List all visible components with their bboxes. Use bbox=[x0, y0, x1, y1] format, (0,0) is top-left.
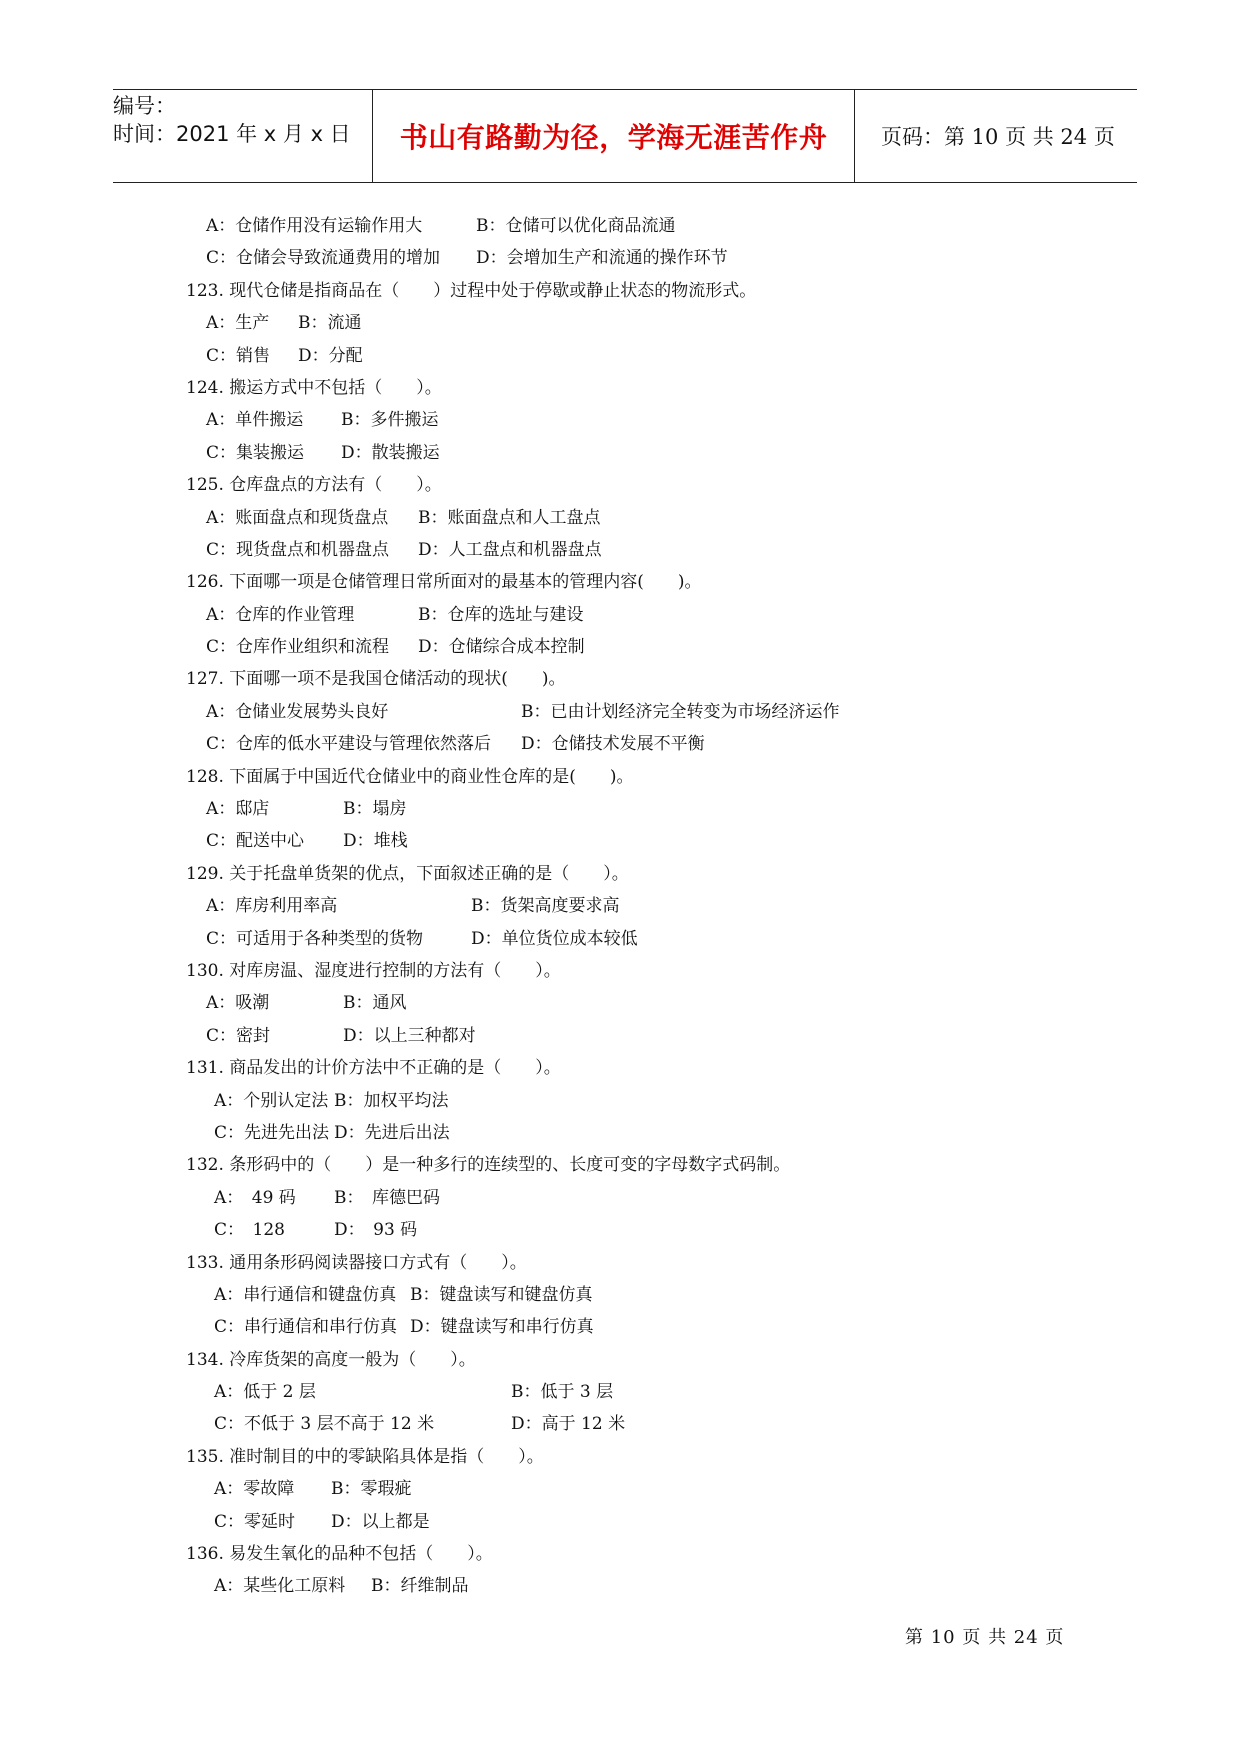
option-left: C：销售 bbox=[206, 345, 271, 366]
question-stem: 126. 下面哪一项是仓储管理日常所面对的最基本的管理内容( )。 bbox=[186, 572, 702, 593]
question-stem: 123. 现代仓储是指商品在（ ）过程中处于停歇或静止状态的物流形式。 bbox=[186, 280, 757, 301]
option-right: B：仓储可以优化商品流通 bbox=[476, 216, 676, 236]
option-row bbox=[186, 1311, 1066, 1343]
question-stem: 133. 通用条形码阅读器接口方式有（ ）。 bbox=[186, 1252, 527, 1273]
question-stem: 130. 对库房温、湿度进行控制的方法有（ ）。 bbox=[186, 960, 561, 981]
option-row bbox=[186, 1085, 1066, 1117]
option-row bbox=[186, 1020, 1066, 1052]
option-right: B：仓库的选址与建设 bbox=[418, 604, 584, 625]
option-row bbox=[186, 404, 1066, 436]
option-left: A：某些化工原料 bbox=[214, 1576, 346, 1597]
question-stem: 135. 准时制目的中的零缺陷具体是指（ ）。 bbox=[186, 1446, 544, 1467]
option-left: C：集装搬运 bbox=[206, 442, 305, 463]
option-right: B：零瑕疵 bbox=[331, 1479, 412, 1500]
option-right: B： 库德巴码 bbox=[334, 1187, 440, 1208]
question-stem: 134. 冷库货架的高度一般为（ ）。 bbox=[186, 1349, 476, 1370]
option-row bbox=[186, 1214, 1066, 1246]
option-row bbox=[186, 1182, 1066, 1214]
option-row bbox=[186, 1506, 1066, 1538]
option-right: B：塌房 bbox=[343, 799, 407, 820]
question-stem: 125. 仓库盘点的方法有（ ）。 bbox=[186, 475, 442, 496]
option-right: D：单位货位成本较低 bbox=[471, 928, 638, 949]
option-left: A： 49 码 bbox=[214, 1187, 296, 1208]
option-left: A：生产 bbox=[206, 313, 270, 334]
question-stem: 136. 易发生氧化的品种不包括（ ）。 bbox=[186, 1544, 493, 1565]
option-left: C：现货盘点和机器盘点 bbox=[206, 539, 390, 560]
option-row bbox=[186, 1570, 1066, 1602]
option-right: D：仓储技术发展不平衡 bbox=[521, 734, 705, 755]
option-left: A：邸店 bbox=[206, 799, 270, 820]
question-stem: 129. 关于托盘单货架的优点，下面叙述正确的是（ ）。 bbox=[186, 863, 629, 884]
option-left: A：单件搬运 bbox=[206, 410, 304, 431]
option-right: D：以上都是 bbox=[331, 1511, 430, 1532]
option-row bbox=[186, 599, 1066, 631]
option-left: C：串行通信和串行仿真 bbox=[214, 1317, 398, 1338]
option-left: A：吸潮 bbox=[206, 993, 270, 1014]
option-left: A：库房利用率高 bbox=[206, 896, 338, 917]
option-left: A：仓库的作业管理 bbox=[206, 604, 355, 625]
option-right: D：先进后出法 bbox=[334, 1122, 450, 1143]
option-right: D：仓储综合成本控制 bbox=[418, 637, 585, 658]
option-right: B：通风 bbox=[343, 993, 407, 1014]
option-left: C： 128 bbox=[214, 1220, 285, 1241]
option-row bbox=[186, 307, 1066, 339]
question-list bbox=[186, 210, 1066, 1603]
option-left: A：个别认定法 bbox=[214, 1090, 329, 1111]
option-right: D：人工盘点和机器盘点 bbox=[418, 539, 602, 560]
option-left: C：可适用于各种类型的货物 bbox=[206, 928, 424, 949]
option-left: A：串行通信和键盘仿真 bbox=[214, 1284, 397, 1305]
option-left: C：密封 bbox=[206, 1025, 271, 1046]
option-right: D：高于 12 米 bbox=[511, 1414, 626, 1435]
header-meta bbox=[113, 90, 373, 182]
header-page-number: 页码：第 10 页 共 24 页 bbox=[881, 125, 1115, 149]
option-left: C：仓库的低水平建设与管理依然落后 bbox=[206, 734, 492, 755]
option-right: D：堆栈 bbox=[343, 831, 408, 852]
option-row bbox=[186, 1408, 1066, 1440]
question-stem: 132. 条形码中的（ ）是一种多行的连续型的、长度可变的字母数字式码制。 bbox=[186, 1155, 791, 1176]
header-motto: 书山有路勤为径，学海无涯苦作舟 bbox=[399, 121, 828, 154]
option-left: A：仓储业发展势头良好 bbox=[206, 701, 389, 722]
question-stem: 128. 下面属于中国近代仓储业中的商业性仓库的是( )。 bbox=[186, 766, 634, 787]
option-right: B：货架高度要求高 bbox=[471, 896, 620, 917]
option-row bbox=[186, 1279, 1066, 1311]
option-left: C：先进先出法 bbox=[214, 1122, 330, 1143]
question-stem: 127. 下面哪一项不是我国仓储活动的现状( )。 bbox=[186, 669, 566, 690]
header-motto-cell bbox=[373, 90, 855, 182]
document-time-label: 时间：2021 年 x 月 x 日 bbox=[113, 122, 351, 146]
option-row bbox=[186, 696, 1066, 728]
option-row bbox=[186, 502, 1066, 534]
option-row bbox=[186, 210, 1066, 242]
option-row bbox=[186, 1376, 1066, 1408]
option-row bbox=[186, 987, 1066, 1019]
option-right: D： 93 码 bbox=[334, 1220, 418, 1241]
option-right: B：键盘读写和键盘仿真 bbox=[410, 1284, 593, 1305]
option-right: B：流通 bbox=[298, 313, 362, 334]
option-row bbox=[186, 890, 1066, 922]
option-right: D：以上三种都对 bbox=[343, 1025, 476, 1046]
option-row bbox=[186, 1117, 1066, 1149]
option-row bbox=[186, 631, 1066, 663]
option-right: B：低于 3 层 bbox=[511, 1382, 614, 1403]
option-row bbox=[186, 793, 1066, 825]
option-row bbox=[186, 242, 1066, 274]
option-right: B：账面盘点和人工盘点 bbox=[418, 507, 601, 528]
question-stem: 124. 搬运方式中不包括（ ）。 bbox=[186, 377, 442, 398]
option-left: A：账面盘点和现货盘点 bbox=[206, 507, 389, 528]
option-left: C：配送中心 bbox=[206, 831, 305, 852]
option-row bbox=[186, 534, 1066, 566]
option-left: C：零延时 bbox=[214, 1511, 296, 1532]
page-header bbox=[113, 89, 1137, 183]
document-number-label: 编号： bbox=[113, 94, 176, 118]
option-right: D：会增加生产和流通的操作环节 bbox=[476, 248, 728, 269]
option-left: A：仓储作用没有运输作用大 bbox=[206, 216, 423, 236]
option-left: C：仓库作业组织和流程 bbox=[206, 637, 390, 658]
option-right: B：纤维制品 bbox=[371, 1576, 469, 1597]
option-right: B：已由计划经济完全转变为市场经济运作 bbox=[521, 701, 840, 722]
option-right: B：加权平均法 bbox=[334, 1090, 449, 1111]
option-left: A：低于 2 层 bbox=[214, 1382, 316, 1403]
option-right: D：散装搬运 bbox=[341, 442, 440, 463]
option-right: B：多件搬运 bbox=[341, 410, 439, 431]
option-row bbox=[186, 825, 1066, 857]
option-right: D：分配 bbox=[298, 345, 363, 366]
option-row bbox=[186, 437, 1066, 469]
option-row bbox=[186, 340, 1066, 372]
option-left: C：不低于 3 层不高于 12 米 bbox=[214, 1414, 435, 1435]
option-row bbox=[186, 923, 1066, 955]
question-stem: 131. 商品发出的计价方法中不正确的是（ ）。 bbox=[186, 1058, 561, 1079]
option-left: C：仓储会导致流通费用的增加 bbox=[206, 248, 441, 269]
page-footer: 第 10 页 共 24 页 bbox=[905, 1627, 1065, 1648]
option-row bbox=[186, 1473, 1066, 1505]
option-right: D：键盘读写和串行仿真 bbox=[410, 1317, 594, 1338]
option-row bbox=[186, 728, 1066, 760]
option-left: A：零故障 bbox=[214, 1479, 295, 1500]
